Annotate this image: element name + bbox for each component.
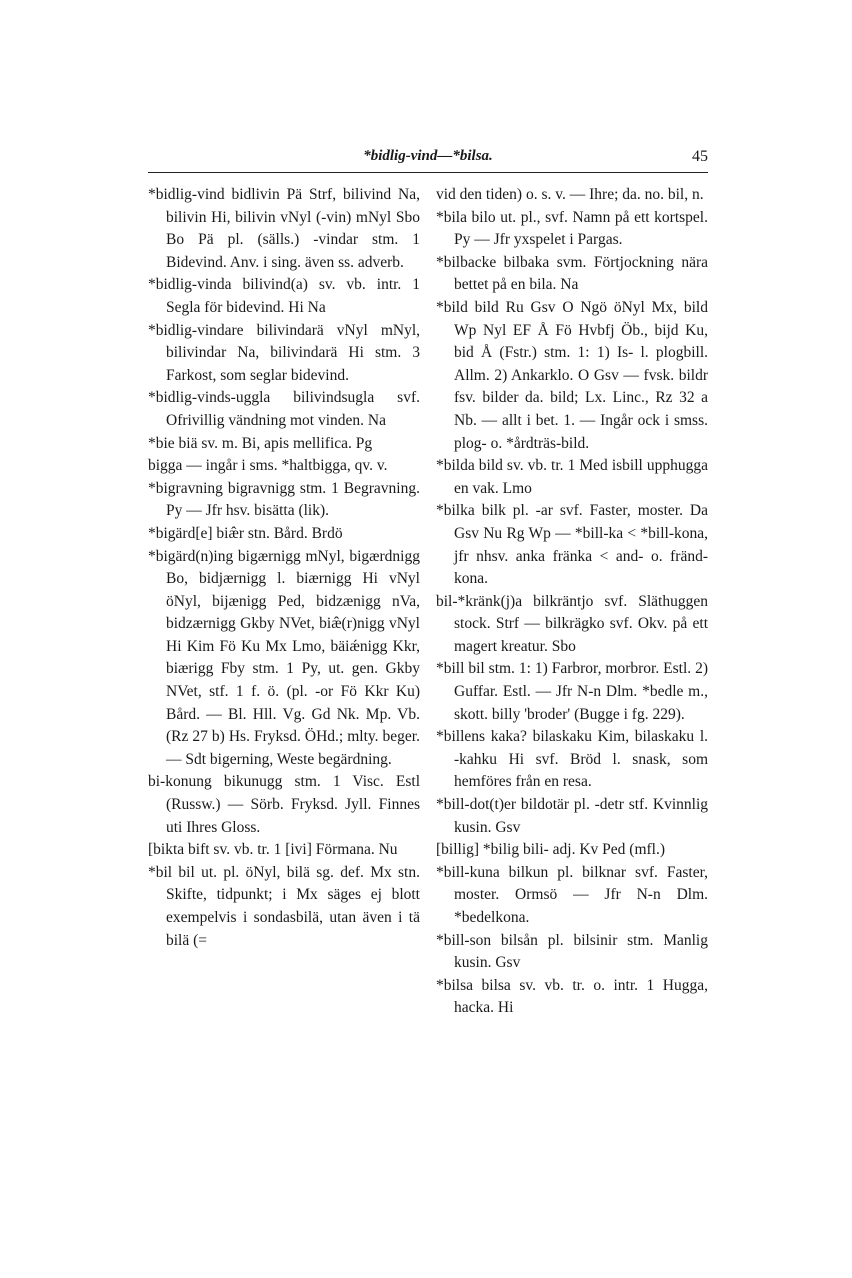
dictionary-entry: *bild bild Ru Gsv O Ngö öNyl Mx, bild Wp Nyl EF Å Fö Hvbfj Öb., bijd Ku, bid Å (Fstr.) stm. 1: 1) Is- l. plogbill. Allm. 2) Ankarklo. O Gsv — fvsk. bildr fsv. bilder da. bild; Lx. Linc., Rz 32 a Nb. — allt i bet. 1. — Ingår ock i smss. plog- o. *årdträs-bild. <box>436 298 708 452</box>
dictionary-entry: *bilsa bilsa sv. vb. tr. o. intr. 1 Hugga, hacka. Hi <box>436 976 708 1017</box>
dictionary-entry: *billens kaka? bilaskaku Kim, bilaskaku l. -kahku Hi svf. Bröd l. snask, som hemföres från en resa. <box>436 728 708 791</box>
dictionary-entry: *bidlig-vinda bilivind(a) sv. vb. intr. 1 Segla för bidevind. Hi Na <box>148 276 420 316</box>
dictionary-entry: bil-*kränk(j)a bilkräntjo svf. Släthuggen stock. Strf — bilkrägko svf. Okv. på ett magert kreatur. Sbo <box>436 592 708 655</box>
dictionary-entry: bigga — ingår i sms. *haltbigga, qv. v. <box>148 457 388 475</box>
dictionary-entry: [billig] *bilig bili- adj. Kv Ped (mfl.) <box>436 841 666 859</box>
dictionary-entry: vid den tiden) o. s. v. — Ihre; da. no. bil, n. <box>436 186 704 203</box>
dictionary-entry: *bidlig-vindare bilivindarä vNyl mNyl, bilivindar Na, bilivindarä Hi stm. 3 Farkost, som seglar bidevind. <box>148 321 420 384</box>
dictionary-entry: *bigravning bigravnigg stm. 1 Begravning. Py — Jfr hsv. bisätta (lik). <box>148 479 420 520</box>
dictionary-entry: *bill-dot(t)er bildotär pl. -detr stf. Kvinnlig kusin. Gsv <box>436 796 708 836</box>
dictionary-entry: *bil bil ut. pl. öNyl, bilä sg. def. Mx stn. Skifte, tidpunkt; i Mx säges ej blott exempelvis i sondasbilä, utan även i tä bilä (= <box>148 863 420 949</box>
dictionary-entry: [bikta bift sv. vb. tr. 1 [ivi] Förmana. Nu <box>148 841 398 859</box>
page-header <box>148 144 708 170</box>
dictionary-entry: *bila bilo ut. pl., svf. Namn på ett kortspel. Py — Jfr yxspelet i Pargas. <box>436 208 708 249</box>
dictionary-entry: *bilda bild sv. vb. tr. 1 Med isbill upphugga en vak. Lmo <box>436 457 708 497</box>
header-rule <box>148 172 708 173</box>
dictionary-entry: bi-konung bikunugg stm. 1 Visc. Estl (Russw.) — Sörb. Fryksd. Jyll. Finnes uti Ihres Gloss. <box>148 773 420 836</box>
left-column <box>148 184 420 952</box>
page-number: 45 <box>692 148 708 165</box>
dictionary-entry: *bidlig-vind bidlivin Pä Strf, bilivind Na, bilivin Hi, bilivin vNyl (-vin) mNyl Sbo Bo Pä pl. (sälls.) -vindar stm. 1 Bidevind. Anv. i sing. även ss. adverb. <box>148 186 420 271</box>
dictionary-entry: *bill bil stm. 1: 1) Farbror, morbror. Estl. 2) Guffar. Estl. — Jfr N-n Dlm. *bedle m., skott. billy 'broder' (Bugge i fg. 229). <box>436 660 708 723</box>
dictionary-entry: *bigärd(n)ing bigærnigg mNyl, bigærdnigg Bo, bidjærnigg l. biærnigg Hi vNyl öNyl, bijænigg Ped, bidzænigg nVa, bidzærnigg Gkby NVet, biæ̂(r)nigg vNyl Hi Kim Fö Ku Mx Lmo, bäiǽnigg Kkr, biærigg Fby stm. 1 Py, ut. gen. Gkby NVet, stf. 1 f. ö. (pl. -or Fö Kkr Ku) Bård. — Bl. Hll. Vg. Gd Nk. Mp. Vb. (Rz 27 b) Hs. Fryksd. ÖHd.; mlty. beger. — Sdt bigerning, Weste begärdning. <box>148 547 420 768</box>
dictionary-entry: *bigärd[e] biæ̂r stn. Bård. Brdö <box>148 524 343 542</box>
dictionary-entry: *bill-kuna bilkun pl. bilknar svf. Faster, moster. Ormsö — Jfr N-n Dlm. *bedelkona. <box>436 863 708 926</box>
dictionary-entry: *bidlig-vinds-uggla bilivindsugla svf. Ofrivillig vändning mot vinden. Na <box>148 389 420 429</box>
dictionary-entry: *bilbacke bilbaka svm. Förtjockning nära bettet på en bila. Na <box>436 253 708 294</box>
dictionary-entry: *bie biä sv. m. Bi, apis mellifica. Pg <box>148 434 373 452</box>
running-head: *bidlig-vind—*bilsa. <box>363 148 493 164</box>
dictionary-entry: *bilka bilk pl. -ar svf. Faster, moster. Da Gsv Nu Rg Wp — *bill-ka < *bill-kona, jfr nhsv. anka fränka < and- o. fränd-kona. <box>436 502 708 588</box>
dictionary-entry: *bill-son bilsån pl. bilsinir stm. Manlig kusin. Gsv <box>436 931 708 972</box>
right-column <box>436 184 708 1020</box>
